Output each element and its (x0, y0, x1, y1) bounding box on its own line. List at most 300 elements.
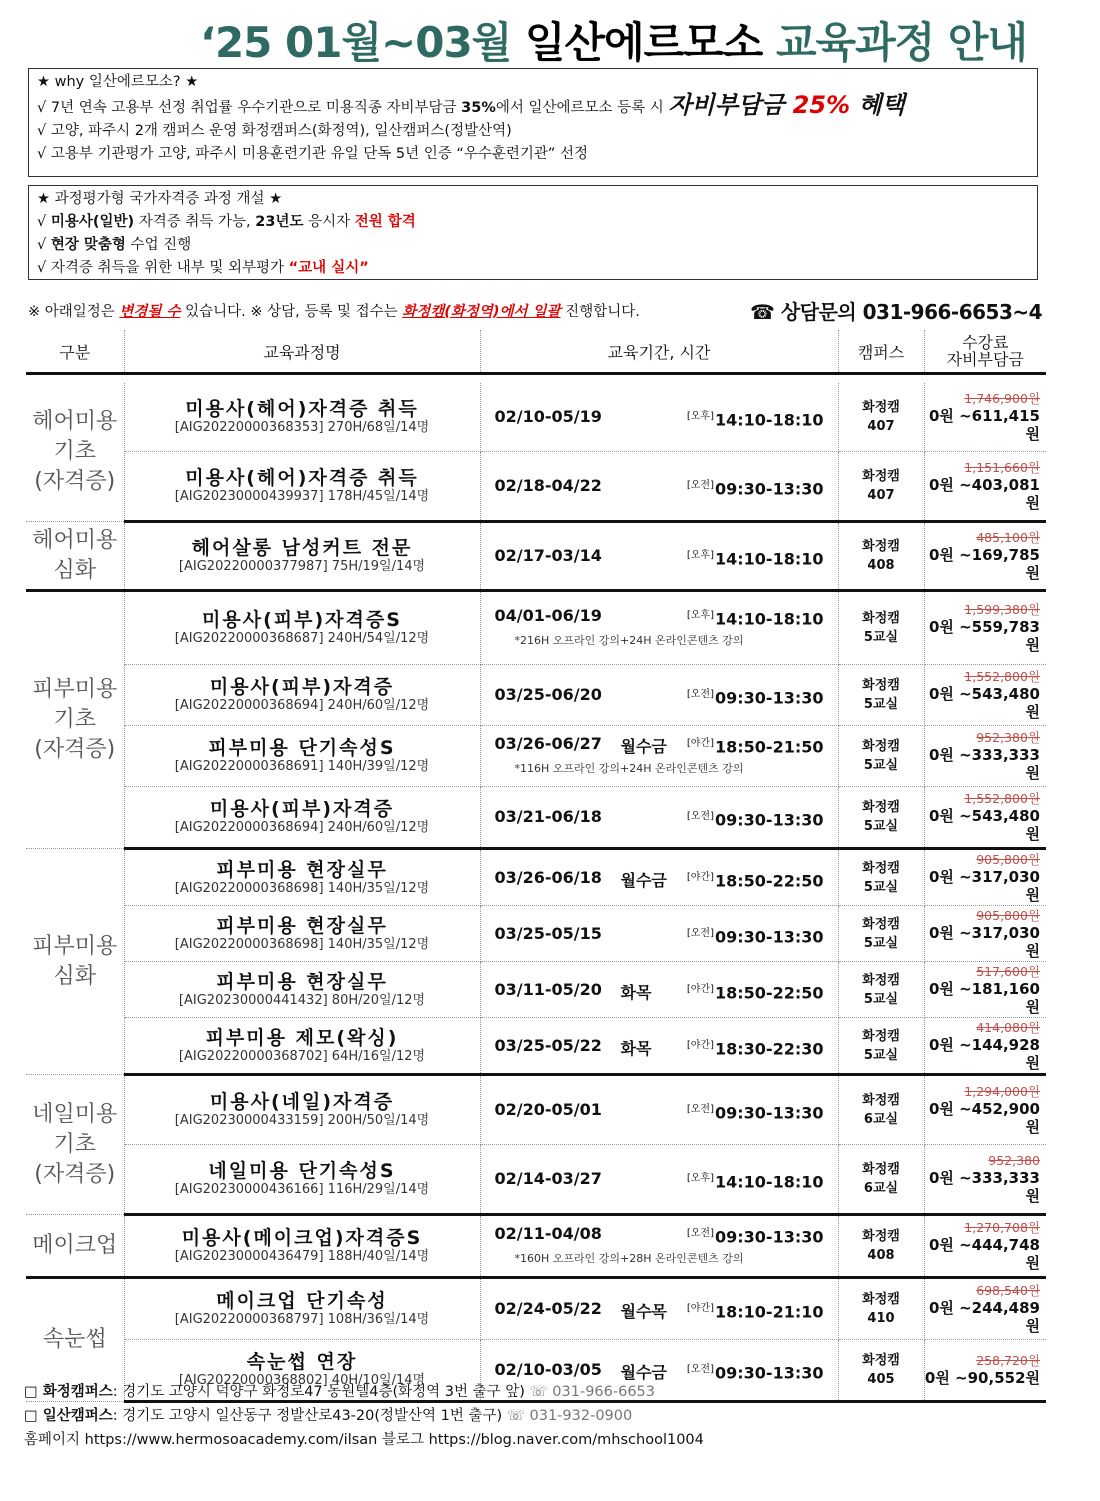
time-slot-tag: [야간] (686, 983, 714, 995)
period-inner (481, 383, 838, 451)
time-slot-tag: [오전] (686, 927, 714, 939)
campus-name: 화정캠 (862, 739, 900, 754)
footer-campus-1-address: : 경기도 고양시 덕양구 화정로47 동원텔4층(화정역 3번 출구 앞) (112, 1384, 530, 1400)
campus-cell (838, 962, 924, 1018)
cert-l2-c: 수업 진행 (125, 237, 192, 253)
course-code: [AIG20220000368802] 40H/10일/14명 (178, 1373, 426, 1388)
fee-cell (924, 1215, 1046, 1278)
course-time (687, 734, 824, 756)
original-fee: 414,080원 (976, 1019, 1040, 1035)
original-fee: 1,294,000원 (964, 1084, 1040, 1099)
why-line-1-rate: 35% (461, 100, 496, 116)
course-days: 월수금 (620, 737, 667, 756)
course-dates: 02/24-05/22 (494, 1299, 602, 1318)
course-time (687, 1360, 824, 1382)
campus-room: 407 (867, 419, 895, 434)
fee-cell (924, 906, 1046, 962)
period-inner (481, 1216, 838, 1276)
cert-l1-b: 미용사(일반) (50, 214, 135, 230)
title-academy: 일산에르모소 (524, 18, 763, 67)
original-fee: 905,800원 (976, 907, 1040, 923)
course-time (687, 476, 824, 498)
period-inner (481, 1018, 838, 1073)
self-pay-fee: 0원 ~333,333원 (928, 1169, 1040, 1205)
time-slot-tag: [야간] (686, 871, 714, 883)
course-days: 월수금 (620, 870, 667, 890)
fee-cell (924, 1018, 1046, 1075)
course-name-cell (124, 726, 480, 787)
course-dates: 02/17-03/14 (494, 546, 602, 565)
course-name: 미용사(네일)자격증 (209, 1091, 395, 1113)
cert-l1-f: 전원 합격 (354, 214, 416, 230)
course-name-cell (124, 452, 480, 522)
course-period-cell (480, 522, 838, 591)
course-period-cell (480, 849, 838, 906)
course-days: 화목 (620, 1038, 652, 1058)
footer-web-links: 홈페이지 https://www.hermosoacademy.com/ilsan 블로그 https://blog.naver.com/mhschool1004 (24, 1432, 704, 1448)
campus-cell (838, 1278, 924, 1340)
category-label: 헤어미용 (32, 527, 118, 553)
campus-name: 화정캠 (862, 469, 900, 484)
time-range: 14:10-18:10 (715, 410, 824, 430)
category-label: 심화 (53, 557, 96, 583)
time-range: 18:50-22:50 (715, 982, 824, 1002)
course-days: 월수금 (620, 1363, 667, 1382)
original-fee: 517,600원 (976, 963, 1040, 979)
original-fee: 1,270,708원 (964, 1220, 1040, 1235)
self-pay-fee: 0원 ~444,748원 (928, 1236, 1040, 1272)
course-dates: 02/18-04/22 (494, 476, 602, 495)
footer-campus-1-label: □ 화정캠퍼스 (24, 1384, 113, 1400)
campus-name: 화정캠 (862, 916, 900, 932)
course-name-cell (124, 1278, 480, 1340)
time-range: 09:30-13:30 (715, 688, 824, 708)
course-period-cell (480, 726, 838, 787)
time-range: 09:30-13:30 (715, 1227, 824, 1247)
course-name: 미용사(헤어)자격증 취득 (185, 398, 419, 420)
course-name: 피부미용 제모(왁싱) (205, 1026, 399, 1049)
course-dates: 04/01-06/19 (494, 606, 602, 625)
campus-room: 5교실 (863, 991, 899, 1007)
time-slot-tag: [오전] (686, 1364, 714, 1375)
course-code: [AIG20220000368694] 240H/60일/12명 (174, 820, 430, 835)
course-time (687, 1036, 824, 1058)
campus-name: 화정캠 (862, 678, 900, 693)
category-label: 기초 (53, 707, 96, 732)
table-row (26, 962, 1046, 1018)
time-slot-tag: [오전] (686, 480, 714, 491)
period-inner (481, 523, 838, 589)
course-name-cell (124, 1075, 480, 1145)
period-inner (481, 850, 838, 905)
title-period: ‘25 01월~03월 (200, 18, 512, 67)
course-code: [AIG20220000377987] 75H/19일/14명 (178, 559, 426, 574)
course-note: *216H 오프라인 강의+24H 온라인콘텐츠 강의 (514, 634, 744, 647)
time-slot-tag: [오후] (686, 610, 714, 621)
fee-cell (924, 665, 1046, 726)
course-dates: 03/25-06/20 (494, 685, 602, 704)
course-name-cell (124, 665, 480, 726)
campus-room: 405 (867, 1372, 895, 1387)
course-time (687, 1169, 824, 1191)
course-name-cell (124, 383, 480, 452)
campus-room: 5교실 (863, 879, 899, 895)
course-code: [AIG20230000433159] 200H/50일/14명 (174, 1113, 430, 1128)
time-slot-tag: [오전] (686, 1228, 714, 1239)
cert-l3-a: √ 자격증 취득을 위한 내부 및 외부평가 (37, 260, 289, 276)
course-name-cell (124, 849, 480, 906)
course-period-cell (480, 591, 838, 665)
header-fee (924, 330, 1046, 374)
course-name: 미용사(피부)자격증S (202, 609, 402, 631)
why-line-2: √ 고양, 파주시 2개 캠퍼스 운영 화정캠퍼스(화정역), 일산캠퍼스(정발산역) (37, 123, 512, 139)
campus-cell (838, 591, 924, 665)
why-line-1 (37, 91, 1029, 120)
time-range: 18:30-22:30 (715, 1038, 824, 1058)
table-row (26, 1145, 1046, 1215)
category-cell (26, 849, 124, 1075)
fee-cell (924, 726, 1046, 787)
category-label: 헤어미용 (32, 409, 118, 434)
why-box (28, 68, 1038, 177)
self-pay-fee: 0원 ~333,333원 (928, 746, 1040, 782)
original-fee: 485,100원 (976, 530, 1040, 545)
campus-name: 화정캠 (862, 539, 900, 554)
course-time (687, 980, 824, 1002)
course-dates: 03/26-06/27 (494, 734, 602, 753)
cert-line-3 (37, 257, 1029, 280)
why-line-1-tail: 에서 일산에르모소 등록 시 (495, 100, 669, 116)
course-name: 메이크업 단기속성 (216, 1290, 388, 1312)
campus-cell (838, 665, 924, 726)
course-note: *116H 오프라인 강의+24H 온라인콘텐츠 강의 (514, 762, 744, 775)
table-row (26, 787, 1046, 849)
course-time (687, 1100, 824, 1122)
campus-room: 5교실 (863, 935, 899, 951)
course-name: 피부미용 현장실무 (216, 858, 388, 881)
campus-cell (838, 906, 924, 962)
campus-room: 5교실 (863, 819, 899, 834)
course-name-cell (124, 591, 480, 665)
fee-cell (924, 849, 1046, 906)
course-code: [AIG20230000439937] 178H/45일/14명 (174, 489, 430, 504)
campus-name: 화정캠 (862, 611, 900, 626)
course-dates: 03/25-05/22 (494, 1035, 602, 1055)
campus-room: 5교실 (863, 630, 899, 645)
footer-campus-2-phone: ☏ 031-932-0900 (506, 1408, 633, 1424)
self-pay-fee: 0원 ~452,900원 (928, 1100, 1040, 1136)
notice-b: 변경될 수 (119, 304, 181, 320)
time-range: 18:50-21:50 (715, 737, 824, 757)
table-row (26, 726, 1046, 787)
course-period-cell (480, 383, 838, 452)
course-name: 피부미용 현장실무 (216, 970, 388, 993)
course-rows (26, 374, 1046, 1402)
header-campus: 캠퍼스 (838, 330, 924, 374)
period-inner (481, 906, 838, 961)
category-cell (26, 383, 124, 522)
course-name: 미용사(메이크업)자격증S (181, 1227, 423, 1249)
course-name-cell (124, 787, 480, 849)
course-name-cell (124, 906, 480, 962)
fee-cell (924, 1145, 1046, 1215)
campus-name: 화정캠 (862, 1093, 900, 1108)
time-range: 14:10-18:10 (715, 549, 824, 569)
campus-room: 5교실 (863, 697, 899, 712)
course-time (687, 407, 824, 429)
campus-cell (838, 1075, 924, 1145)
period-inner (481, 452, 838, 520)
original-fee: 258,720원 (976, 1353, 1040, 1368)
category-label: 피부미용 (32, 933, 118, 959)
category-cell (26, 1215, 124, 1278)
campus-name: 화정캠 (862, 860, 900, 876)
course-code: [AIG20220000368698] 140H/35일/12명 (174, 880, 430, 896)
course-dates: 03/26-06/18 (494, 867, 602, 887)
table-row (26, 906, 1046, 962)
time-slot-tag: [야간] (686, 1303, 714, 1314)
period-inner (481, 1145, 838, 1213)
time-slot-tag: [오전] (686, 811, 714, 822)
course-name: 헤어살롱 남성커트 전문 (191, 537, 413, 559)
category-label: 속눈썹 (42, 1327, 107, 1352)
cert-heading: ★ 과정평가형 국가자격증 과정 개설 ★ (37, 191, 283, 207)
time-slot-tag: [야간] (686, 1039, 714, 1051)
course-dates: 02/10-05/19 (494, 407, 602, 426)
course-code: [AIG20230000441432] 80H/20일/12명 (178, 992, 426, 1008)
self-pay-fee: 0원 ~611,415원 (928, 407, 1040, 443)
time-slot-tag: [오전] (686, 1104, 714, 1115)
cert-l1-e: 응시자 (303, 214, 355, 230)
cert-l2-b: 현장 맞춤형 (50, 237, 126, 253)
fee-cell (924, 452, 1046, 522)
table-row (26, 665, 1046, 726)
time-range: 09:30-13:30 (715, 810, 824, 830)
table-row (26, 1075, 1046, 1145)
self-pay-fee: 0원 ~169,785원 (928, 546, 1040, 582)
cert-l3-b: “교내 실시” (288, 260, 369, 276)
original-fee: 952,380원 (976, 730, 1040, 745)
campus-room: 6교실 (863, 1181, 899, 1196)
cert-l1-a: √ (37, 214, 51, 230)
course-code: [AIG20230000436479] 188H/40일/14명 (174, 1249, 430, 1264)
course-name: 피부미용 현장실무 (216, 914, 388, 937)
campus-room: 5교실 (863, 758, 899, 773)
campus-cell (838, 1018, 924, 1075)
self-pay-fee: 0원 ~317,030원 (928, 867, 1040, 904)
campus-name: 화정캠 (862, 400, 900, 415)
campus-cell (838, 1340, 924, 1402)
course-period-cell (480, 906, 838, 962)
self-pay-fee: 0원 ~543,480원 (928, 807, 1040, 843)
course-code: [AIG20220000368691] 140H/39일/12명 (174, 759, 430, 774)
course-days: 월수목 (620, 1302, 667, 1321)
footer-campus-1-phone: ☏ 031-966-6653 (529, 1384, 656, 1400)
campus-name: 화정캠 (862, 1353, 900, 1368)
category-label: (자격증) (34, 469, 116, 494)
category-cell (26, 522, 124, 591)
header-category: 구분 (26, 330, 124, 374)
category-label: 심화 (53, 963, 96, 989)
table-row (26, 1278, 1046, 1340)
header-fee-1: 수강료 (962, 333, 1009, 352)
category-label: 메이크업 (32, 1232, 118, 1258)
campus-room: 408 (867, 1248, 895, 1263)
notice-a: ※ 아래일정은 (28, 304, 120, 320)
self-pay-fee: 0원 ~317,030원 (928, 923, 1040, 960)
original-fee: 698,540원 (976, 1283, 1040, 1298)
category-label: 기초 (53, 1131, 96, 1157)
period-inner (481, 1076, 838, 1144)
footer (24, 1380, 704, 1452)
certification-box (28, 185, 1038, 280)
benefit-text: 자비부담금 (668, 91, 793, 119)
course-time (687, 868, 824, 890)
campus-cell (838, 1215, 924, 1278)
course-name: 네일미용 단기속성S (208, 1160, 396, 1182)
self-pay-fee: 0원 ~144,928원 (928, 1035, 1040, 1072)
campus-room: 410 (867, 1311, 895, 1326)
course-period-cell (480, 1075, 838, 1145)
original-fee: 952,380 (988, 1153, 1040, 1168)
course-dates: 02/11-04/08 (494, 1224, 602, 1243)
original-fee: 1,599,380원 (964, 602, 1040, 617)
time-range: 18:10-21:10 (715, 1302, 824, 1322)
table-row (26, 383, 1046, 452)
course-time (687, 924, 824, 946)
course-code: [AIG20220000368353] 270H/68일/14명 (174, 420, 430, 435)
course-code: [AIG20220000368694] 240H/60일/12명 (174, 698, 430, 713)
campus-name: 화정캠 (862, 1162, 900, 1177)
cert-l1-c: 자격증 취득 가능, (134, 214, 256, 230)
cert-l2-a: √ (37, 237, 51, 253)
original-fee: 1,552,800원 (964, 791, 1040, 806)
fee-cell (924, 1340, 1046, 1402)
course-period-cell (480, 787, 838, 849)
self-pay-fee: 0원 ~244,489원 (928, 1299, 1040, 1335)
time-slot-tag: [야간] (686, 738, 714, 749)
fee-cell (924, 962, 1046, 1018)
original-fee: 1,746,900원 (964, 391, 1040, 406)
header-period: 교육기간, 시간 (480, 330, 838, 374)
title-guide: 교육과정 안내 (775, 18, 1028, 67)
table-row (26, 591, 1046, 665)
course-time (687, 685, 824, 707)
time-slot-tag: [오전] (686, 689, 714, 700)
fee-cell (924, 383, 1046, 452)
time-slot-tag: [오후] (686, 1173, 714, 1184)
original-fee: 905,800원 (976, 851, 1040, 867)
fee-cell (924, 522, 1046, 591)
course-name-cell (124, 1018, 480, 1075)
campus-cell (838, 452, 924, 522)
campus-room: 408 (867, 558, 895, 573)
course-name-cell (124, 962, 480, 1018)
course-dates: 02/14-03/27 (494, 1169, 602, 1188)
course-name-cell (124, 1145, 480, 1215)
course-period-cell (480, 1215, 838, 1278)
campus-cell (838, 522, 924, 591)
footer-campus-1 (24, 1380, 704, 1404)
campus-cell (838, 726, 924, 787)
time-range: 09:30-13:30 (715, 1363, 824, 1383)
time-range: 14:10-18:10 (715, 609, 824, 629)
course-dates: 03/21-06/18 (494, 807, 602, 826)
footer-campus-2 (24, 1404, 704, 1428)
time-range: 09:30-13:30 (715, 926, 824, 946)
notice-e: 진행합니다. (560, 304, 640, 320)
table-row (26, 452, 1046, 522)
time-range: 18:50-22:50 (715, 870, 824, 890)
benefit-highlight (668, 91, 904, 119)
campus-cell (838, 1145, 924, 1215)
period-inner (481, 962, 838, 1017)
period-inner (481, 1279, 838, 1339)
course-name-cell (124, 522, 480, 591)
self-pay-fee: 0원 ~181,160원 (928, 979, 1040, 1016)
course-dates: 02/10-03/05 (494, 1360, 602, 1379)
why-line-3: √ 고용부 기관평가 고양, 파주시 미용훈련기관 유일 단독 5년 인증 “우수훈련기관” 선정 (37, 146, 589, 162)
header-fee-2: 자비부담금 (946, 350, 1024, 369)
course-name-cell (124, 1215, 480, 1278)
course-dates: 03/25-05/15 (494, 923, 602, 943)
course-dates: 03/11-05/20 (494, 979, 602, 999)
course-code: [AIG20220000368702] 64H/16일/12명 (178, 1048, 426, 1064)
table-row (26, 1018, 1046, 1075)
schedule-notice (28, 300, 1048, 328)
self-pay-fee: 0원 ~403,081원 (928, 476, 1040, 512)
course-name: 미용사(헤어)자격증 취득 (185, 467, 419, 489)
benefit-tail: 혜택 (850, 91, 905, 119)
category-cell (26, 591, 124, 849)
footer-campus-2-label: □ 일산캠퍼스 (24, 1408, 113, 1424)
course-period-cell (480, 452, 838, 522)
course-name: 속눈썹 연장 (246, 1351, 358, 1373)
category-label: (자격증) (34, 1161, 116, 1187)
category-label: 기초 (53, 439, 96, 464)
campus-room: 407 (867, 488, 895, 503)
category-label: (자격증) (34, 737, 116, 762)
campus-name: 화정캠 (862, 1229, 900, 1244)
course-period-cell (480, 1145, 838, 1215)
notice-d: 화정캠(화정역)에서 일괄 (402, 304, 561, 320)
course-name: 피부미용 단기속성S (208, 737, 396, 759)
consult-phone: ☎ 상담문의 031-966-6653~4 (750, 300, 1043, 324)
course-time (687, 1224, 824, 1246)
header-course: 교육과정명 (124, 330, 480, 374)
course-period-cell (480, 665, 838, 726)
time-slot-tag: [오후] (686, 411, 714, 422)
period-inner (481, 665, 838, 725)
why-line-1-text: √ 7년 연속 고용부 선정 취업률 우수기관으로 미용직종 자비부담금 (37, 100, 462, 116)
campus-name: 화정캠 (862, 800, 900, 815)
fee-cell (924, 591, 1046, 665)
campus-room: 6교실 (863, 1112, 899, 1127)
period-inner (481, 787, 838, 847)
table-row (26, 1215, 1046, 1278)
course-time (687, 606, 824, 628)
self-pay-fee: 0원 ~559,783원 (928, 618, 1040, 654)
fee-cell (924, 1278, 1046, 1340)
course-time (687, 807, 824, 829)
footer-campus-2-address: : 경기도 고양시 일산동구 정발산로43-20(정발산역 1번 출구) (112, 1408, 507, 1424)
course-code: [AIG20220000368698] 140H/35일/12명 (174, 936, 430, 952)
category-label: 네일미용 (32, 1101, 118, 1127)
period-inner (481, 592, 838, 664)
self-pay-fee: 0원 ~543,480원 (928, 685, 1040, 721)
cert-line-1 (37, 211, 1029, 234)
campus-name: 화정캠 (862, 1292, 900, 1307)
